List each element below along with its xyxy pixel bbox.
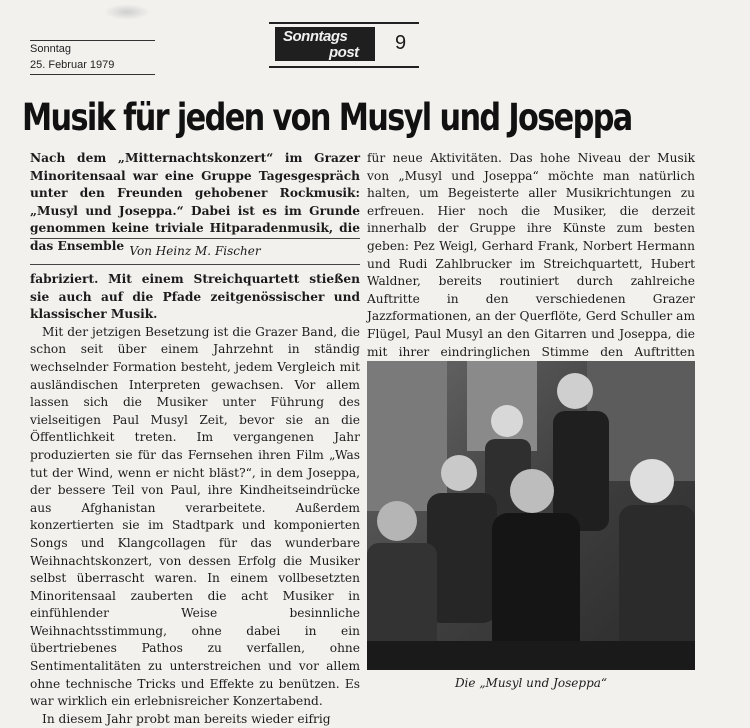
left-column-body [30,271,360,728]
masthead [269,22,419,68]
photo-caption: Die „Musyl und Joseppa“ [454,676,608,690]
article-headline: Musik für jeden von Musyl und Joseppa [22,96,632,139]
date-rule-bottom [30,74,155,75]
page-number: 9 [395,32,407,54]
byline-rule-bottom [30,264,360,265]
logo-line-1: Sonntags [283,28,348,45]
band-photo-graphic [367,361,695,670]
issue-date: 25. Februar 1979 [30,59,115,71]
logo-line-2: post [329,44,359,61]
byline-rule-top [30,238,360,239]
band-photo [367,361,695,670]
byline: Von Heinz M. Fischer [129,244,261,258]
paper-smudge [104,4,150,20]
right-column-body: für neue Aktivitäten. Das hohe Niveau der Musik von „Musyl und Joseppa“ möchte man natürlich halten, um Begeisterte aller Musikrichtungen zu erfreuen. Hier noch die Musiker, die derzeit innerhalb der Gruppe ihre Künste zum besten geben: Pez Weigl, Gerhard Frank, Norbert Hermann und Rudi Zahlbrucker im Streichquartett, Hubert Waldner, bereits routiniert durch zahlreiche Auftritte in den verschiedenen Grazer Jazzformationen, an der Querflöte, Gerd Schuller am Flügel, Paul Musyl an den Gitarren und Joseppa, die mit ihrer eindringlichen Stimme den Auftritten [367,151,695,359]
body-paragraph-1: Mit der jetzigen Besetzung ist die Grazer Band, die schon seit über einem Jahrzehnt in ständig wechselnder Formation besteht, jedem Vergleich mit ausländischen Interpreten gewachsen. Vor allem lassen sich die Musiker unter Führung des vielseitigen Paul Musyl Zeit, bevor sie an die Öffentlichkeit treten. Im vergangenen Jahr produzierten sie für das Fernsehen ihren Film „Was tut der Wind, wenn er nicht bläst?“, in dem Joseppa, der bessere Teil von Paul, ihre Kindheitseindrücke aus Afghanistan verarbeitete. Außerdem konzertierten sie im Stadtpark und komponierten Songs und Klangcollagen für das wunderbare Weihnachtskonzert, von dessen Erfolg die Musiker selbst überrascht waren. In einem vollbesetzten Minoritensaal zauberten die acht Musiker in einfühlender Weise besinnliche Weihnachtsstimmung, ohne dabei in ein übertriebenes Pathos zu verfallen, ohne Sentimentalitäten zu unterstreichen und vor allem ohne technische Tricks und Effekte zu benützen. Es war wirklich ein erlebnisreicher Konzertabend. [30,324,360,709]
lead-paragraph: Nach dem „Mitternachtskonzert“ im Grazer Minoritensaal war eine Gruppe Tagesgespräch unter den Freunden gehobener Rockmusik: „Musyl und Joseppa.“ Dabei ist es im Grunde genommen keine triviale Hitparadenmusik, die das Ensemble [30,151,360,253]
newspaper-logo [275,27,375,61]
body-paragraph-2: In diesem Jahr probt man bereits wieder eifrig [42,711,331,726]
issue-day: Sonntag [30,43,71,55]
lead-continued: fabriziert. Mit einem Streichquartett stießen sie auch auf die Pfade zeitgenössischer und klassischer Musik. [30,272,360,322]
date-block [30,40,155,75]
